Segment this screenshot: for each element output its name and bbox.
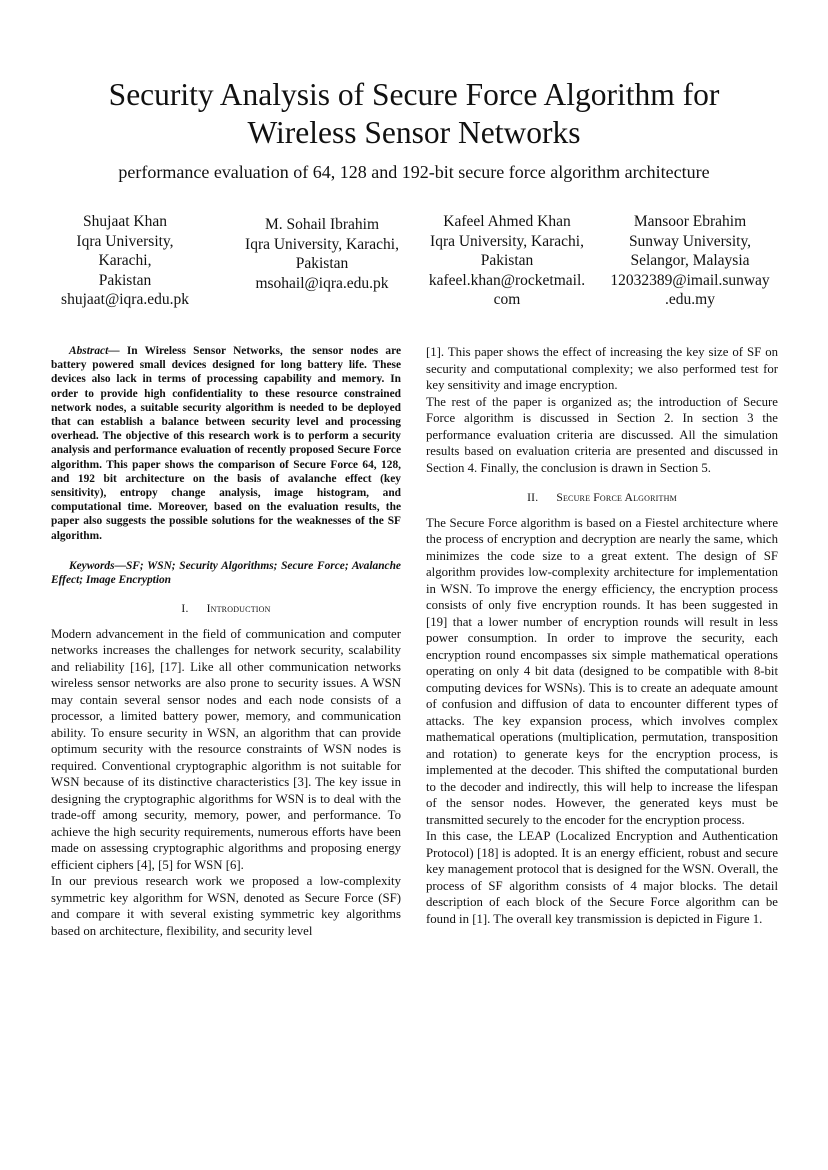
section-title: Introduction bbox=[206, 602, 271, 616]
section-number: II. bbox=[527, 491, 539, 504]
author-1 bbox=[50, 212, 200, 310]
paper-title: Security Analysis of Secure Force Algorithm for Wireless Sensor Networks bbox=[108, 77, 720, 150]
author-3 bbox=[418, 212, 596, 310]
intro-paragraph-1: Modern advancement in the field of communication and computer networks increases the challenges for network security, scalability and reliability [16], [17]. Like all other communication networks wireless sensor networks are also prone to security issues. A WSN may contain several sensor nodes and each node consists of a processor, a limited battery power, memory, and communication ability. To ensure security in WSN, an algorithm that can provide optimum security with the resource constraints of WSN nodes is required. Conventional cryptographic algorithm is not suitable for WSN because of its distinctive characteristics [3]. The key issue in designing the cryptographic algorithms for WSN is to deal with the trade-off among security, memory, power, and performance. To achieve the high security requirements, numerous efforts have been made on assessing cryptographic algorithms and proposing energy efficient ciphers [4], [5] for WSN [6]. bbox=[51, 626, 401, 872]
section-heading-secure-force bbox=[426, 490, 778, 507]
left-column bbox=[51, 344, 401, 939]
section-title: Secure Force Algorithm bbox=[556, 491, 677, 504]
author-email: shujaat@iqra.edu.pk bbox=[61, 291, 189, 308]
author-affiliation: Sunway University, Selangor, Malaysia bbox=[628, 232, 752, 269]
sf-paragraph-2: In this case, the LEAP (Localized Encryption and Authentication Protocol) [18] is adopted. It is an energy efficient, robust and secure key management protocol that is designed for the WSN. Overall, the process of SF algorithm consists of 4 major blocks. The detail description of each block of the Secure Force algorithm can be found in [1]. The overall key transmission is depicted in Figure 1. bbox=[426, 829, 778, 926]
intro-paragraph-4: The rest of the paper is organized as; the introduction of Secure Force algorithm is discussed in Section 2. In section 3 the performance evaluation criteria are discussed. All the simulation results based on evaluation criteria are presented and discussed in Section 4. Finally, the conclusion is drawn in Section 5. bbox=[426, 394, 778, 475]
author-4 bbox=[600, 212, 780, 310]
author-name: Kafeel Ahmed Khan bbox=[443, 213, 571, 230]
author-email: 12032389@imail.sunway .edu.my bbox=[610, 271, 770, 308]
author-name: Mansoor Ebrahim bbox=[633, 213, 747, 230]
author-email: msohail@iqra.edu.pk bbox=[255, 274, 389, 292]
section-number: I. bbox=[181, 602, 189, 616]
author-name: M. Sohail Ibrahim bbox=[264, 216, 380, 233]
section-heading-introduction bbox=[51, 601, 401, 618]
paper-subtitle: performance evaluation of 64, 128 and 192-bit secure force algorithm architecture bbox=[118, 162, 710, 182]
author-2 bbox=[236, 215, 408, 293]
abstract-lead: Abstract— bbox=[69, 345, 120, 357]
right-column bbox=[426, 344, 778, 927]
author-email: kafeel.khan@rocketmail. com bbox=[428, 271, 586, 308]
sf-paragraph-1: The Secure Force algorithm is based on a Fiestel architecture where the process of encryption and decryption are nearly the same, which minimizes the code size to a great extent. The design of SF algorithm provides low-complexity architecture for implementation in WSN. To improve the energy efficiency, the encryption process consists of only five encryption rounds. It has been suggested in [19] that a lower number of encryption rounds will result in less power consumption. In order to improve the security, each encryption round encompasses six simple mathematical operations operating on only 4 bit data (designed to be compatible with 8-bit computing devices for WSNs). This is to create an adequate amount of confusion and diffusion of data to encounter different types of attacks. The key expansion process, which involves complex mathematical operations (multiplication, permutation, transposition and rotation) to generate keys for the encryption process, is implemented at the decoder. This shifted the computational burden to the decoder and indirectly, this will help to increase the lifespan of the sensor nodes. However, the generated keys must be transmitted securely to the encoder for the encryption process. bbox=[426, 515, 778, 827]
author-block bbox=[50, 212, 780, 312]
abstract bbox=[51, 344, 401, 543]
keywords: Keywords—SF; WSN; Security Algorithms; Secure Force; Avalanche Effect; Image Encryption bbox=[51, 559, 401, 587]
abstract-text: In Wireless Sensor Networks, the sensor nodes are battery powered small devices designed for long battery life. These devices also lack in terms of processing capability and memory. In order to provide high confidentiality to these resource constrained network nodes, a suitable security algorithm is needed to be deployed that can establish a balance between security level and processing overhead. The objective of this research work is to perform a security analysis and performance evaluation of recently proposed Secure Force algorithm. This paper shows the comparison of Secure Force 64, 128, and 192 bit architecture on the basis of avalanche effect (key sensitivity), entropy change analysis, image histogram, and computational time. Moreover, based on the evaluation results, the paper also suggests the possible solutions for the weaknesses of the SF algorithm. bbox=[51, 345, 401, 542]
author-affiliation: Iqra University, Karachi, Pakistan bbox=[430, 232, 584, 269]
author-affiliation: Iqra University, Karachi, Pakistan bbox=[245, 235, 399, 272]
author-name: Shujaat Khan bbox=[83, 213, 167, 230]
intro-paragraph-2: In our previous research work we proposed a low-complexity symmetric key algorithm for WSN, denoted as Secure Force (SF) and compare it with several existing symmetric key algorithms based on architecture, flexibility, and security level bbox=[51, 874, 401, 938]
author-affiliation: Iqra University, Karachi, Pakistan bbox=[76, 232, 174, 289]
intro-paragraph-3: [1]. This paper shows the effect of increasing the key size of SF on security and computational complexity; we also performed test for key sensitivity and image encryption. bbox=[426, 345, 778, 392]
